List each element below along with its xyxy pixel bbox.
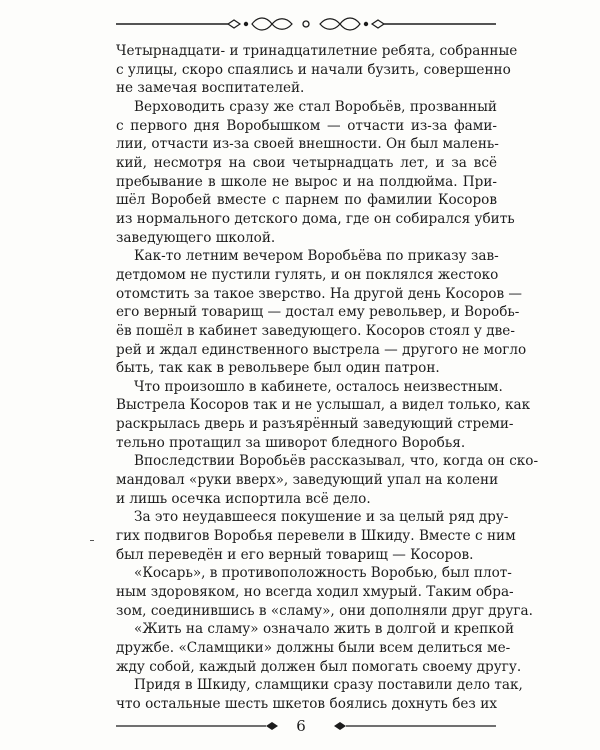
paragraph <box>116 247 527 378</box>
text-line: и лишь осечка испортила всё дело. <box>116 490 371 507</box>
text-line: «Жить на сламу» означало жить в долгой и крепкой <box>134 621 515 638</box>
text-line: За это неудавшееся покушение и за целый ряд дру- <box>134 509 509 526</box>
text-line: из нормального детского дома, где он собирался убить <box>116 210 515 227</box>
text-line: быть, так как в револьвере был один патрон. <box>116 360 440 377</box>
paragraph <box>116 620 522 676</box>
paragraph <box>116 98 515 247</box>
text-line: жду собой, каждый должен был помогать своему другу. <box>116 658 522 675</box>
text-line: Как-то летним вечером Воробьёва по приказу зав- <box>134 248 499 265</box>
text-line: пребывание в школе не вырос и на полдюйма. При- <box>116 173 497 190</box>
paragraph <box>116 452 539 508</box>
page-body-text <box>116 42 539 714</box>
text-line: не замечая воспитателей. <box>116 80 305 97</box>
paragraph <box>116 564 533 620</box>
paragraph <box>116 42 518 98</box>
text-line: рей и ждал единственного выстрела — другого не могло <box>116 341 527 358</box>
text-line: раскрылась дверь и разъярённый заведующий стреми- <box>116 416 514 433</box>
text-line: дружбе. «Сламщики» должны были всем делиться ме- <box>116 640 511 656</box>
text-line: Придя в Шкиду, сламщики сразу поставили дело так, <box>134 677 523 694</box>
text-line: мандовал «руки вверх», заведующий упал на колени <box>116 472 499 489</box>
text-line: кий, несмотря на свои четырнадцать лет, и за всё <box>116 154 497 171</box>
text-line: гих подвигов Воробья перевели в Шкиду. Вместе с ним <box>116 528 516 545</box>
text-line: детдомом не пустили гулять, и он поклялся жестоко <box>116 266 499 283</box>
text-line: тельно протащил за шиворот бледного Воробья. <box>116 434 466 451</box>
text-line: отомстить за такое зверство. На другой день Косоров — <box>116 285 523 302</box>
text-line: Верховодить сразу же стал Воробьёв, прозванный <box>134 98 497 115</box>
text-line: зом, соединившись в «сламу», они дополняли друг друга. <box>116 602 533 619</box>
text-line: с улицы, скоро спаялись и начали бузить, совершенно <box>116 61 511 78</box>
scroll-ornament-icon <box>116 14 496 34</box>
text-line: с первого дня Воробышком — отчасти из-за фами- <box>116 117 497 134</box>
text-line: Выстрела Косоров так и не услышал, а видел только, как <box>116 397 531 414</box>
text-line: лии, отчасти из-за своей внешности. Он был малень- <box>116 136 499 153</box>
text-line: Впоследствии Воробьёв рассказывал, что, когда он ско- <box>134 453 539 470</box>
text-line: был переведён и его верный товарищ — Косоров. <box>116 546 474 563</box>
text-line: Четырнадцати- и тринадцатилетние ребята, собранные <box>116 43 518 59</box>
paragraph <box>116 508 516 564</box>
paragraph <box>116 676 523 713</box>
text-line: что остальные шесть шкетов боялись дохнуть без их <box>116 695 497 712</box>
paragraph <box>116 378 531 453</box>
page-number: 6 <box>280 717 322 735</box>
text-line: Что произошло в кабинете, осталось неизвестным. <box>134 378 503 395</box>
text-line: ёв пошёл в кабинет заведующего. Косоров стоял у две- <box>116 322 515 339</box>
text-line: «Косарь», в противоположность Воробью, был плот- <box>134 565 512 582</box>
text-line: заведующего школой. <box>116 229 276 246</box>
stray-ink-mark <box>90 540 94 541</box>
text-line: шёл Воробей вместе с парнем по фамилии Косоров <box>116 192 497 209</box>
text-line: его верный товарищ — достал ему револьвер, и Воробь- <box>116 304 520 321</box>
text-line: ным здоровяком, но всегда ходил хмурый. Таким обра- <box>116 584 514 601</box>
